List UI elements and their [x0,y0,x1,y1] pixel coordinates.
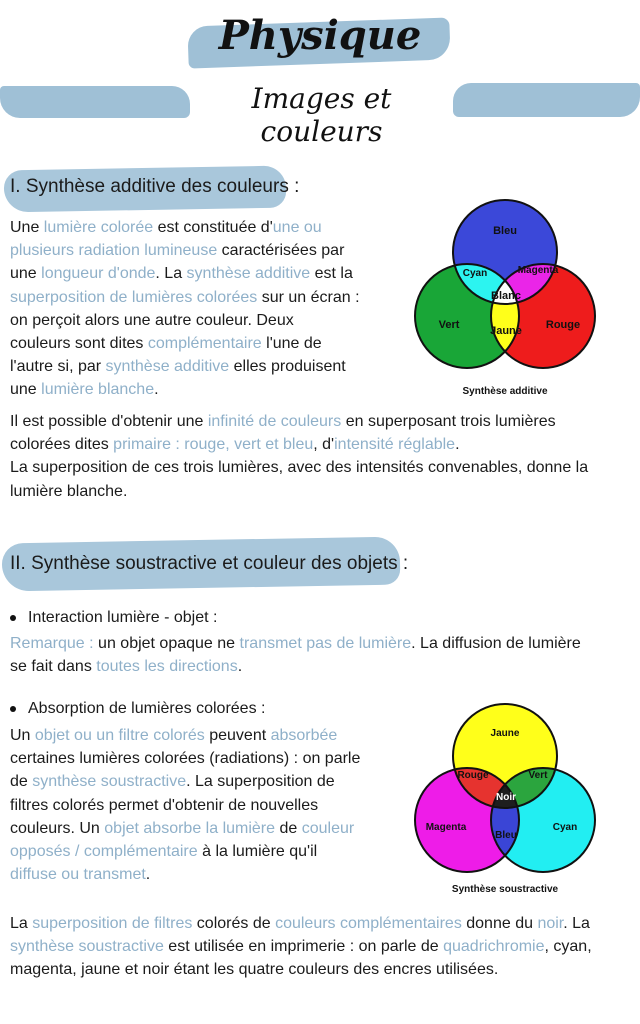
text-line [10,747,400,770]
text-run: La superposition de ces trois lumières, avec des intensités convenables, donne la [10,459,589,477]
highlighted-term: plusieurs radiation lumineuse [10,242,218,260]
bullet-interaction [10,606,217,629]
text-run: peuvent [204,727,271,744]
banner-right-brush [453,83,640,117]
text-run: donne du [461,915,538,932]
text-run: certaines lumières colorées (radiations) : on parle [10,750,361,768]
text-line [10,433,635,456]
text-run: caractérisées par [217,242,345,260]
highlighted-term: primaire : rouge, vert et bleu [113,436,314,454]
highlighted-term: quadrichromie [443,938,545,956]
text-line [10,355,395,378]
highlighted-term: transmet pas de lumière [239,635,412,652]
text-run: l'une de [261,335,322,353]
bullet-interaction-label: Interaction lumière - objet : [28,609,218,626]
additive-label-bottom: Jaune [490,325,522,337]
highlighted-term: complémentaire [147,335,262,353]
text-line [10,262,395,285]
text-run: . [237,658,243,676]
highlighted-term: synthèse additive [186,265,311,283]
section2-paragraph-1 [10,724,400,886]
additive-label-right: Rouge [545,319,581,331]
highlighted-term: objet absorbe la lumière [104,819,276,837]
text-run: à la lumière qu'il [197,843,318,861]
text-line [10,724,400,747]
subtractive-venn-svg [405,700,605,910]
highlighted-term: longueur d'onde [41,265,156,283]
section2-heading: II. Synthèse soustractive et couleur des objets : [10,553,409,574]
highlighted-term: intensité réglable [334,436,456,454]
text-line [10,239,395,262]
text-line [10,632,635,655]
text-run: on perçoit alors une autre couleur. Deux [10,311,294,329]
text-line [10,912,635,935]
additive-label-center: Blanc [491,290,521,302]
text-line [10,655,635,678]
subtractive-label-top-right: Vert [528,770,548,781]
banner-left-brush [0,86,190,118]
page-title: Physique [218,12,422,59]
additive-label-top-left: Cyan [462,268,488,279]
bullet-dot [10,706,16,712]
section1-paragraph-2 [10,410,635,503]
text-run: de [10,773,33,791]
text-run: La [10,915,33,932]
text-run: en superposant trois lumières [341,413,556,430]
text-run: . La [155,265,187,283]
subtractive-diagram-caption: Synthèse soustractive [451,884,559,895]
text-run: se fait dans [10,658,97,676]
highlighted-term: objet ou un filtre colorés [34,727,205,744]
additive-synthesis-diagram [405,194,605,404]
text-run: lumière blanche. [10,482,128,500]
bullet-absorption-label: Absorption de lumières colorées : [28,700,266,717]
text-run: colorées dites [10,436,114,454]
text-run: colorés de [192,915,276,932]
highlighted-term: lumière blanche [41,381,155,399]
text-line [10,286,395,309]
text-line [10,309,395,332]
additive-venn-svg [405,194,605,404]
text-run: est utilisée en imprimerie : on parle de [163,938,444,956]
text-line [10,863,400,886]
additive-label-top-right: Magenta [517,265,559,276]
highlighted-term: couleurs complémentaires [275,915,462,932]
additive-label-top: Bleu [493,225,517,237]
text-line [10,410,635,433]
text-run: de [275,819,302,837]
subtractive-label-left: Magenta [425,822,467,833]
text-run: est constituée d' [153,219,273,236]
subtractive-label-top: Jaune [490,728,520,739]
text-run: . [455,436,460,454]
highlighted-term: synthèse soustractive [32,773,187,791]
text-line [10,817,400,840]
text-run: Un [10,727,35,744]
text-run: . La diffusion de lumière [411,635,581,652]
section1-heading: I. Synthèse additive des couleurs : [10,176,300,197]
highlighted-term: synthèse soustractive [10,938,164,956]
highlighted-term: Remarque : [10,635,99,652]
remarque-paragraph [10,632,635,678]
bullet-dot [10,615,16,621]
text-line [10,840,400,863]
highlighted-term: opposés / complémentaire [10,843,198,861]
subtractive-label-top-left: Rouge [457,770,489,781]
text-run: magenta, jaune et noir étant les quatre couleurs des encres utilisées. [10,961,499,979]
text-run: un objet opaque ne [98,635,240,652]
additive-label-left: Vert [438,319,460,331]
highlighted-term: superposition de lumières colorées [10,288,258,306]
highlighted-term: noir [537,915,564,932]
text-run: . [145,866,151,884]
text-line [10,958,635,981]
additive-diagram-caption: Synthèse additive [462,386,548,397]
section2-paragraph-2 [10,912,635,982]
highlighted-term: une ou [272,219,322,236]
highlighted-term: superposition de filtres [32,915,193,932]
page-subtitle: Images et couleurs [251,82,392,148]
subtractive-synthesis-diagram [405,700,605,910]
text-run: . La [563,915,590,932]
text-line [10,332,395,355]
text-run: . [154,381,159,399]
text-run: , d' [313,436,335,454]
text-run: une [10,381,42,399]
highlighted-term: absorbée [270,727,338,744]
subtractive-label-right: Cyan [552,822,578,833]
text-line [10,480,635,503]
text-line [10,935,635,958]
text-line [10,770,400,793]
text-run: filtres colorés permet d'obtenir de nouvelles [10,796,319,814]
text-line [10,794,400,817]
text-run: une [10,265,42,283]
text-run: Une [10,219,44,236]
subtractive-label-center: Noir [496,792,516,803]
highlighted-term: diffuse ou transmet [10,866,146,884]
highlighted-term: infinité de couleurs [207,413,342,430]
text-line [10,216,395,239]
text-run: Il est possible d'obtenir une [10,413,208,430]
highlighted-term: lumière colorée [43,219,154,236]
text-run: est la [310,265,353,283]
text-run: , cyan, [544,938,592,956]
section1-paragraph-1 [10,216,395,402]
bullet-absorption [10,697,265,720]
text-line [10,378,395,401]
text-run: . La superposition de [186,773,335,791]
text-run: l'autre si, par [10,358,106,376]
text-run: sur un écran : [257,288,360,306]
subtractive-label-bottom: Bleu [495,830,517,841]
text-run: elles produisent [229,358,346,376]
text-run: couleurs. Un [10,819,105,837]
text-line [10,456,635,479]
highlighted-term: couleur [301,819,355,837]
text-run: couleurs sont dites [10,335,148,353]
highlighted-term: synthèse additive [105,358,230,376]
highlighted-term: toutes les directions [96,658,238,676]
